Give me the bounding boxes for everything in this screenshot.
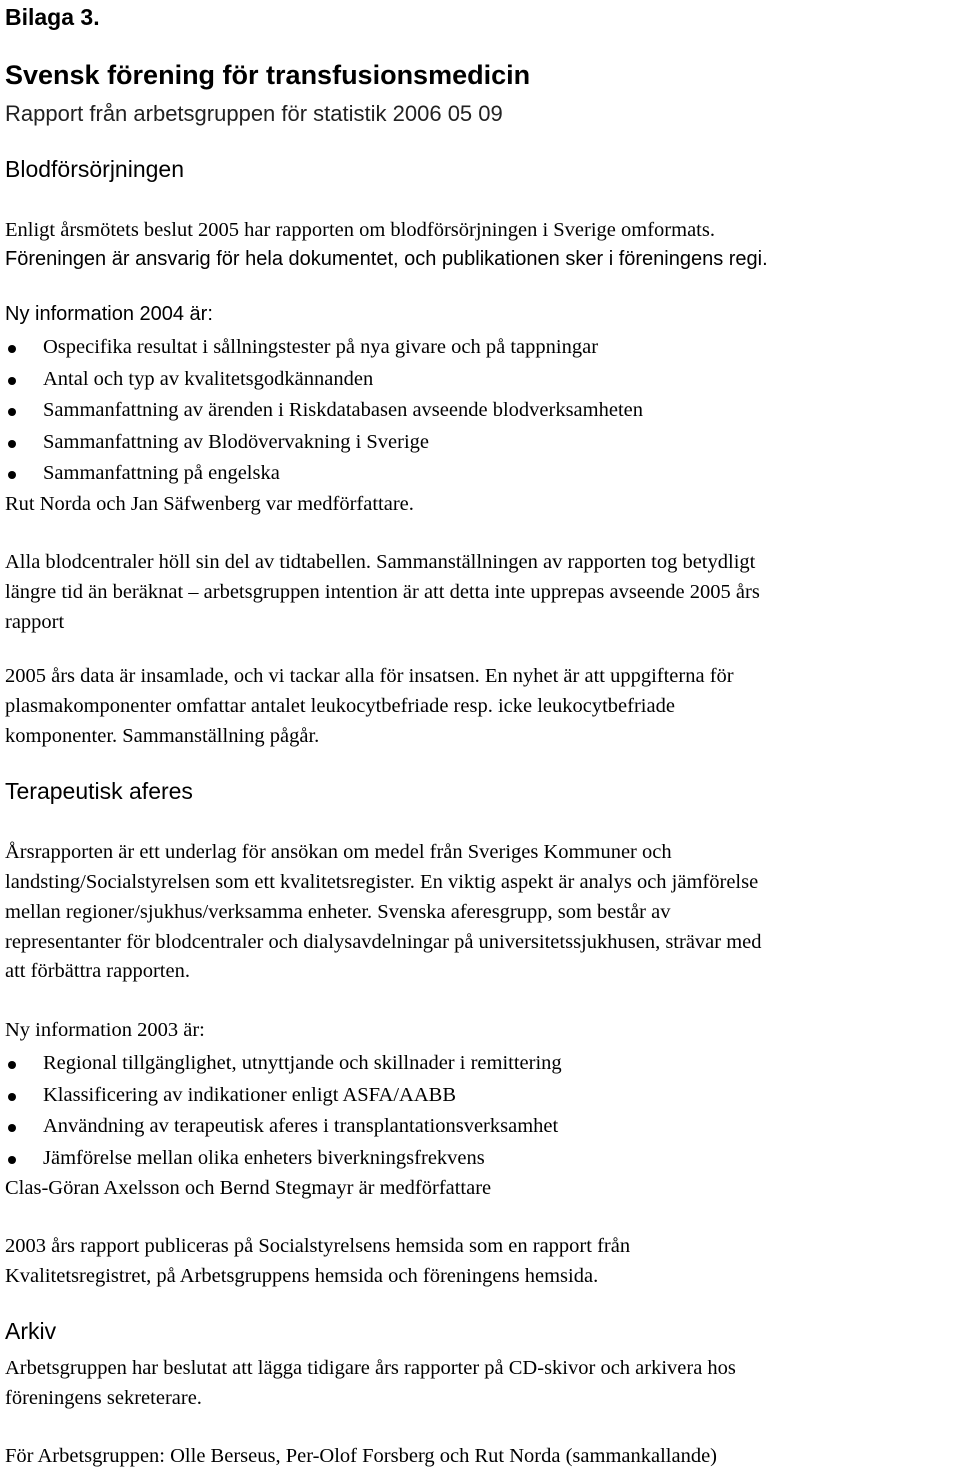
bullet-icon (8, 1061, 16, 1069)
list-item: Sammanfattning av ärenden i Riskdatabasen avseende blodverksamheten (5, 395, 643, 427)
report-subtitle: Rapport från arbetsgruppen för statistik 2006 05 09 (5, 101, 503, 126)
bullet-icon (8, 1156, 16, 1164)
organization-title: Svensk förening för transfusionsmedicin (5, 60, 531, 90)
bullet-icon (8, 471, 16, 479)
bullet-icon (8, 440, 16, 448)
list-item: Användning av terapeutisk aferes i transplantationsverksamhet (5, 1111, 562, 1143)
intro-line-2: Föreningen är ansvarig för hela dokumentet, och publikationen sker i föreningens regi. (5, 248, 768, 270)
coauthors-2004: Rut Norda och Jan Säfwenberg var medförfattare. (5, 493, 414, 515)
bullet-icon (8, 345, 16, 353)
list-item: Regional tillgänglighet, utnyttjande och skillnader i remittering (5, 1048, 562, 1080)
intro-line-1: Enligt årsmötets beslut 2005 har rapporten om blodförsörjningen i Sverige omformats. (5, 219, 715, 241)
publication-paragraph-line-2: Kvalitetsregistret, på Arbetsgruppens hemsida och föreningens hemsida. (5, 1265, 599, 1287)
list-item: Sammanfattning av Blodövervakning i Sverige (5, 427, 643, 459)
arkiv-paragraph-line-1: Arbetsgruppen har beslutat att lägga tidigare års rapporter på CD-skivor och arkivera hos (5, 1357, 736, 1379)
list-item: Antal och typ av kvalitetsgodkännanden (5, 364, 643, 396)
section-heading-arkiv: Arkiv (5, 1318, 57, 1344)
aferes-paragraph-line-1: Årsrapporten är ett underlag för ansökan om medel från Sveriges Kommuner och (5, 841, 672, 863)
new-info-2004-label: Ny information 2004 är: (5, 303, 213, 325)
arkiv-paragraph-line-2: föreningens sekreterare. (5, 1387, 202, 1409)
signature-line: För Arbetsgruppen: Olle Berseus, Per-Olof Forsberg och Rut Norda (sammankallande) (5, 1445, 718, 1467)
list-item: Sammanfattning på engelska (5, 458, 643, 490)
paragraph-timeline-3: rapport (5, 611, 65, 633)
paragraph-2005-data-2: plasmakomponenter omfattar antalet leukocytbefriade resp. icke leukocytbefriade (5, 695, 675, 717)
list-item: Klassificering av indikationer enligt ASFA/AABB (5, 1080, 562, 1112)
list-item: Jämförelse mellan olika enheters biverkningsfrekvens (5, 1143, 562, 1175)
bullet-icon (8, 1093, 16, 1101)
appendix-label: Bilaga 3. (5, 4, 100, 30)
aferes-paragraph-line-3: mellan regioner/sjukhus/verksamma enheter. Svenska aferesgrupp, som består av (5, 901, 671, 923)
coauthors-2003: Clas-Göran Axelsson och Bernd Stegmayr är medförfattare (5, 1177, 492, 1199)
aferes-paragraph-line-5: att förbättra rapporten. (5, 960, 190, 982)
paragraph-timeline-2: längre tid än beräknat – arbetsgruppen intention är att detta inte upprepas avseende 2005 års (5, 581, 760, 603)
paragraph-2005-data-1: 2005 års data är insamlade, och vi tackar alla för insatsen. En nyhet är att uppgifterna för (5, 665, 734, 687)
bullet-icon (8, 1124, 16, 1132)
section-heading-blodforsorjning: Blodförsörjningen (5, 156, 185, 182)
aferes-paragraph-line-4: representanter för blodcentraler och dialysavdelningar på universitetssjukhusen, strävar med (5, 931, 762, 953)
bullet-icon (8, 408, 16, 416)
list-item: Ospecifika resultat i sållningstester på nya givare och på tappningar (5, 332, 643, 364)
new-info-2003-label: Ny information 2003 är: (5, 1019, 205, 1041)
paragraph-2005-data-3: komponenter. Sammanställning pågår. (5, 725, 320, 747)
bullet-list-2003 (5, 1048, 562, 1174)
paragraph-timeline-1: Alla blodcentraler höll sin del av tidtabellen. Sammanställningen av rapporten tog betydligt (5, 551, 756, 573)
bullet-list-2004 (5, 332, 643, 490)
aferes-paragraph-line-2: landsting/Socialstyrelsen som ett kvalitetsregister. En viktig aspekt är analys och jämförelse (5, 871, 759, 893)
section-heading-terapeutisk-aferes: Terapeutisk aferes (5, 778, 193, 804)
publication-paragraph-line-1: 2003 års rapport publiceras på Socialstyrelsens hemsida som en rapport från (5, 1235, 631, 1257)
bullet-icon (8, 377, 16, 385)
